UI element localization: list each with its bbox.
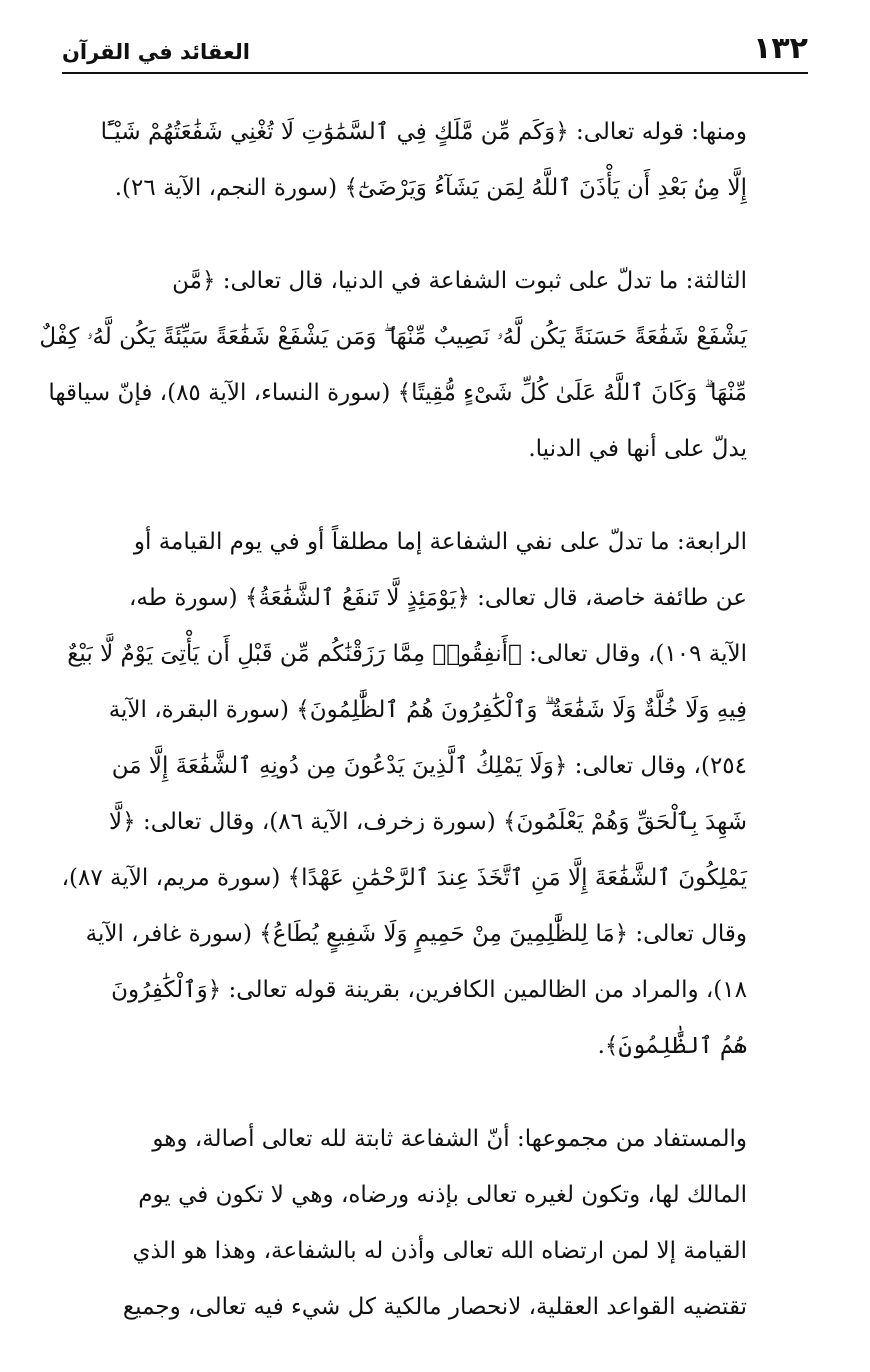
text-line: وقال تعالى: ﴿مَا لِلظَّٰلِمِينَ مِنْ حَمِيمٍ وَلَا شَفِيعٍ يُطَاعُ﴾ (سورة غافر، الآية xyxy=(85,921,747,947)
text-line: فِيهِ وَلَا خُلَّةٌ وَلَا شَفَٰعَةٌ ۗ وَٱلْكَٰفِرُونَ هُمُ ٱلظَّٰلِمُونَ﴾ (سورة البقرة، الآية xyxy=(108,697,747,723)
page-header xyxy=(62,30,808,74)
text-line: يَشْفَعْ شَفَٰعَةً حَسَنَةً يَكُن لَّهُۥ نَصِيبٌ مِّنْهَا ۖ وَمَن يَشْفَعْ شَفَٰعَةً سَيِّئَةً يَكُن لَّهُۥ كِفْلٌ xyxy=(39,324,747,350)
text-line: تقتضيه القواعد العقلية، لانحصار مالكية كل شيء فيه تعالى، وجميع xyxy=(122,1294,747,1320)
text-line: إِلَّا مِنۢ بَعْدِ أَن يَأْذَنَ ٱللَّهُ لِمَن يَشَآءُ وَيَرْضَىٰٓ﴾ (سورة النجم، الآية ٢٦). xyxy=(114,175,747,201)
paragraph-2 xyxy=(39,253,775,477)
text-line: الرابعة: ما تدلّ على نفي الشفاعة إما مطلقاً أو في يوم القيامة أو xyxy=(133,529,747,555)
text-line: القيامة إلا لمن ارتضاه الله تعالى وأذن له بالشفاعة، وهذا هو الذي xyxy=(132,1238,747,1264)
text-line: يدلّ على أنها في الدنيا. xyxy=(528,436,747,462)
text-line: الآية ١٠٩)، وقال تعالى: ﴿أَنفِقُوا۟ مِمَّا رَزَقْنَٰكُم مِّن قَبْلِ أَن يَأْتِىَ يَوْمٌ لَّا بَيْعٌ xyxy=(67,641,747,667)
text-line: عن طائفة خاصة، قال تعالى: ﴿يَوْمَئِذٍ لَّا تَنفَعُ ٱلشَّفَٰعَةُ﴾ (سورة طه، xyxy=(129,585,747,611)
page-number: ١٣٢ xyxy=(753,31,808,66)
text-line: المالك لها، وتكون لغيره تعالى بإذنه ورضاه، وهي لا تكون في يوم xyxy=(138,1182,747,1208)
paragraph-4 xyxy=(88,1111,775,1335)
text-line: مِّنْهَا ۗ وَكَانَ ٱللَّهُ عَلَىٰ كُلِّ شَىْءٍ مُّقِيتًا﴾ (سورة النساء، الآية ٨٥)، فإنّ سياقها xyxy=(48,380,747,406)
paragraph-1 xyxy=(88,104,775,216)
text-line: ١٨)، والمراد من الظالمين الكافرين، بقرينة قوله تعالى: ﴿وَٱلْكَٰفِرُونَ xyxy=(111,977,747,1003)
body-text xyxy=(39,104,775,1372)
paragraph-3 xyxy=(61,514,775,1074)
text-line: هُمُ ٱلظَّٰلِمُونَ﴾. xyxy=(597,1033,747,1059)
text-line: يَمْلِكُونَ ٱلشَّفَٰعَةَ إِلَّا مَنِ ٱتَّخَذَ عِندَ ٱلرَّحْمَٰنِ عَهْدًا﴾ (سورة مريم، الآية ٨٧)، xyxy=(61,865,747,891)
text-line: شَهِدَ بِٱلْحَقِّ وَهُمْ يَعْلَمُونَ﴾ (سورة زخرف، الآية ٨٦)، وقال تعالى: ﴿لَّا xyxy=(109,809,747,835)
text-line: ومنها: قوله تعالى: ﴿وَكَم مِّن مَّلَكٍ فِي ٱلسَّمَٰوَٰتِ لَا تُغْنِي شَفَٰعَتُهُمْ شَيْـًٔا xyxy=(100,119,747,145)
text-line: ٢٥٤)، وقال تعالى: ﴿وَلَا يَمْلِكُ ٱلَّذِينَ يَدْعُونَ مِن دُونِهِ ٱلشَّفَٰعَةَ إِلَّا مَن xyxy=(111,753,747,779)
running-title: العقائد في القرآن xyxy=(62,40,250,64)
text-line: والمستفاد من مجموعها: أنّ الشفاعة ثابتة لله تعالى أصالة، وهو xyxy=(152,1126,747,1152)
text-line: الثالثة: ما تدلّ على ثبوت الشفاعة في الدنيا، قال تعالى: ﴿مَّن xyxy=(172,268,747,294)
